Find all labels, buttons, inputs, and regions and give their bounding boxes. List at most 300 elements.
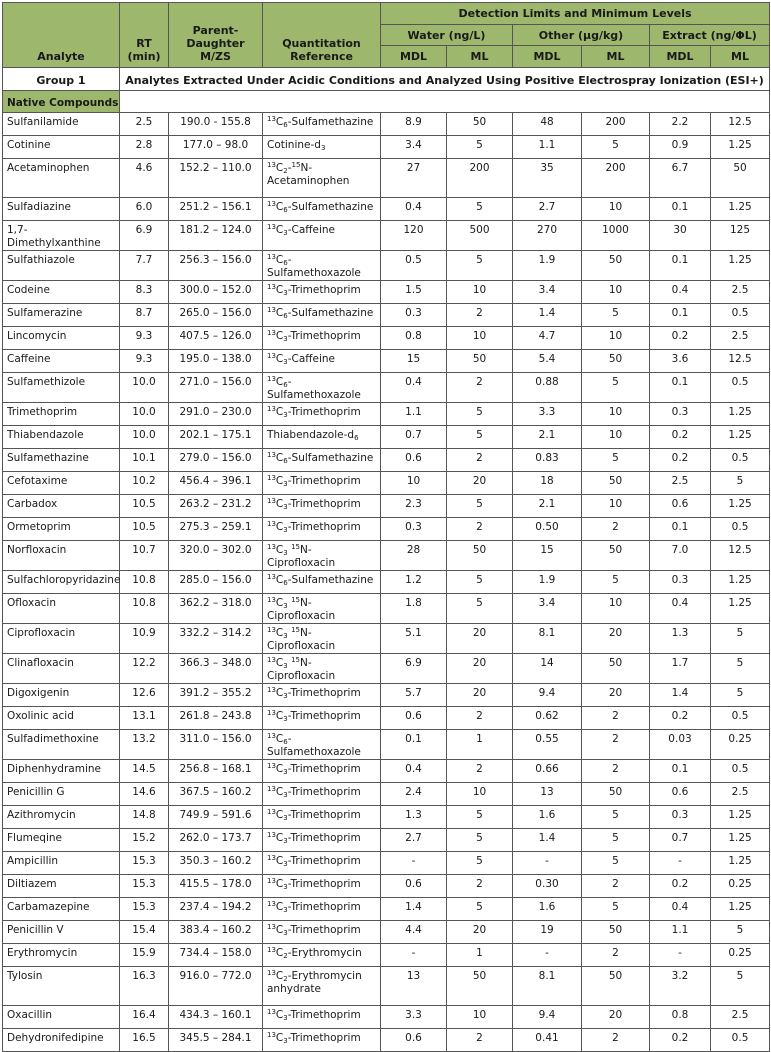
extract-mdl-cell: 0.2 (650, 449, 711, 472)
extract-mdl-cell: 0.2 (650, 327, 711, 350)
analyte-cell: Tylosin (3, 967, 120, 1006)
water-mdl-cell: 0.4 (381, 760, 447, 783)
water-mdl-cell: 1.1 (381, 403, 447, 426)
quant-reference-cell: $^{13}C_6$-Sulfamethazine (263, 113, 381, 136)
quant-reference-cell: $^{13}C_6$-Sulfamethoxazole (263, 251, 381, 281)
other-mdl-cell: 0.83 (513, 449, 582, 472)
table-row (3, 898, 770, 921)
extract-mdl-cell: 0.6 (650, 495, 711, 518)
other-mdl-cell: 8.1 (513, 624, 582, 654)
extract-ml-cell: 1.25 (711, 852, 770, 875)
other-ml-cell: 2 (582, 518, 650, 541)
rt-cell: 15.3 (120, 852, 169, 875)
water-mdl-cell: 0.6 (381, 875, 447, 898)
water-ml-cell: 2 (447, 373, 513, 403)
header-extract-mdl: MDL (650, 46, 711, 68)
analyte-cell: Cefotaxime (3, 472, 120, 495)
rt-cell: 13.2 (120, 730, 169, 760)
parent-daughter-cell: 256.8 – 168.1 (169, 760, 263, 783)
rt-cell: 10.2 (120, 472, 169, 495)
other-ml-cell: 10 (582, 495, 650, 518)
other-ml-cell: 5 (582, 136, 650, 159)
other-ml-cell: 5 (582, 449, 650, 472)
analyte-cell: Flumeqine (3, 829, 120, 852)
analyte-cell: 1,7-Dimethylxanthine (3, 221, 120, 251)
extract-mdl-cell: 0.6 (650, 783, 711, 806)
quant-reference-cell: $^{13}C_2$-Erythromycin (263, 944, 381, 967)
extract-ml-cell: 1.25 (711, 495, 770, 518)
table-row (3, 624, 770, 654)
water-ml-cell: 5 (447, 198, 513, 221)
rt-cell: 10.5 (120, 518, 169, 541)
parent-daughter-cell: 320.0 – 302.0 (169, 541, 263, 571)
extract-mdl-cell: 0.2 (650, 875, 711, 898)
other-ml-cell: 10 (582, 327, 650, 350)
water-ml-cell: 10 (447, 327, 513, 350)
water-ml-cell: 50 (447, 541, 513, 571)
extract-ml-cell: 1.25 (711, 806, 770, 829)
other-ml-cell: 50 (582, 350, 650, 373)
analyte-cell: Codeine (3, 281, 120, 304)
water-mdl-cell: 15 (381, 350, 447, 373)
quant-reference-cell: Cotinine-$d_3$ (263, 136, 381, 159)
table-row (3, 921, 770, 944)
quant-reference-cell: $^{13}C_3$-Trimethoprim (263, 403, 381, 426)
extract-mdl-cell: 0.1 (650, 518, 711, 541)
other-ml-cell: 50 (582, 967, 650, 1006)
water-ml-cell: 20 (447, 472, 513, 495)
extract-ml-cell: 1.25 (711, 403, 770, 426)
extract-mdl-cell: 0.4 (650, 281, 711, 304)
other-ml-cell: 2 (582, 944, 650, 967)
extract-mdl-cell: 1.1 (650, 921, 711, 944)
water-mdl-cell: 0.6 (381, 449, 447, 472)
water-ml-cell: 10 (447, 281, 513, 304)
other-mdl-cell: 3.4 (513, 594, 582, 624)
extract-ml-cell: 5 (711, 624, 770, 654)
parent-daughter-cell: 256.3 – 156.0 (169, 251, 263, 281)
table-row (3, 852, 770, 875)
rt-cell: 12.6 (120, 684, 169, 707)
other-mdl-cell: 14 (513, 654, 582, 684)
extract-mdl-cell: - (650, 852, 711, 875)
parent-daughter-cell: 261.8 – 243.8 (169, 707, 263, 730)
water-ml-cell: 2 (447, 760, 513, 783)
water-ml-cell: 200 (447, 159, 513, 198)
table-row (3, 875, 770, 898)
extract-ml-cell: 0.5 (711, 707, 770, 730)
other-mdl-cell: 19 (513, 921, 582, 944)
parent-daughter-cell: 300.0 – 152.0 (169, 281, 263, 304)
header-quantitation-reference: Quantitation Reference (263, 3, 381, 68)
table-row (3, 684, 770, 707)
analyte-cell: Sulfanilamide (3, 113, 120, 136)
rt-cell: 10.7 (120, 541, 169, 571)
analyte-cell: Penicillin G (3, 783, 120, 806)
quant-reference-cell: $^{13}C_6$-Sulfamethazine (263, 304, 381, 327)
water-mdl-cell: 6.9 (381, 654, 447, 684)
table-row (3, 304, 770, 327)
water-mdl-cell: 0.4 (381, 373, 447, 403)
water-mdl-cell: 3.4 (381, 136, 447, 159)
water-mdl-cell: 2.7 (381, 829, 447, 852)
rt-cell: 4.6 (120, 159, 169, 198)
other-mdl-cell: 9.4 (513, 1006, 582, 1029)
other-mdl-cell: 2.1 (513, 426, 582, 449)
parent-daughter-cell: 345.5 – 284.1 (169, 1029, 263, 1052)
table-row (3, 541, 770, 571)
analyte-cell: Sulfamethizole (3, 373, 120, 403)
other-ml-cell: 2 (582, 1029, 650, 1052)
extract-ml-cell: 5 (711, 472, 770, 495)
quant-reference-cell: $^{13}C_3$ $^{15}$N-Ciprofloxacin (263, 594, 381, 624)
quant-reference-cell: $^{13}C_3$-Trimethoprim (263, 1029, 381, 1052)
rt-cell: 8.7 (120, 304, 169, 327)
quant-reference-cell: Thiabendazole-$d_6$ (263, 426, 381, 449)
water-ml-cell: 20 (447, 684, 513, 707)
analyte-cell: Erythromycin (3, 944, 120, 967)
water-ml-cell: 1 (447, 730, 513, 760)
water-mdl-cell: 2.3 (381, 495, 447, 518)
extract-ml-cell: 12.5 (711, 350, 770, 373)
water-mdl-cell: 8.9 (381, 113, 447, 136)
extract-mdl-cell: 0.1 (650, 373, 711, 403)
header-other: Other (µg/kg) (513, 25, 650, 46)
analyte-cell: Ciprofloxacin (3, 624, 120, 654)
water-ml-cell: 2 (447, 1029, 513, 1052)
water-ml-cell: 50 (447, 350, 513, 373)
other-mdl-cell: 0.41 (513, 1029, 582, 1052)
parent-daughter-cell: 456.4 – 396.1 (169, 472, 263, 495)
other-mdl-cell: 1.9 (513, 571, 582, 594)
analyte-cell: Carbadox (3, 495, 120, 518)
water-ml-cell: 2 (447, 518, 513, 541)
parent-daughter-cell: 279.0 – 156.0 (169, 449, 263, 472)
extract-mdl-cell: 2.5 (650, 472, 711, 495)
extract-ml-cell: 5 (711, 921, 770, 944)
other-ml-cell: 50 (582, 921, 650, 944)
other-mdl-cell: 48 (513, 113, 582, 136)
rt-cell: 12.2 (120, 654, 169, 684)
water-mdl-cell: 0.8 (381, 327, 447, 350)
rt-cell: 10.0 (120, 403, 169, 426)
extract-mdl-cell: 0.1 (650, 760, 711, 783)
header-other-mdl: MDL (513, 46, 582, 68)
other-mdl-cell: 1.9 (513, 251, 582, 281)
rt-cell: 15.2 (120, 829, 169, 852)
parent-daughter-cell: 181.2 – 124.0 (169, 221, 263, 251)
parent-daughter-cell: 391.2 – 355.2 (169, 684, 263, 707)
quant-reference-cell: $^{13}C_6$-Sulfamethazine (263, 449, 381, 472)
extract-ml-cell: 12.5 (711, 113, 770, 136)
extract-mdl-cell: 1.7 (650, 654, 711, 684)
table-row (3, 806, 770, 829)
extract-ml-cell: 0.25 (711, 730, 770, 760)
water-mdl-cell: 0.1 (381, 730, 447, 760)
quant-reference-cell: $^{13}C_3$-Caffeine (263, 350, 381, 373)
group-description: Analytes Extracted Under Acidic Conditions and Analyzed Using Positive Electrospray Ionization (ESI+) (120, 68, 770, 91)
rt-cell: 8.3 (120, 281, 169, 304)
parent-daughter-cell: 265.0 – 156.0 (169, 304, 263, 327)
analyte-cell: Penicillin V (3, 921, 120, 944)
extract-mdl-cell: 0.03 (650, 730, 711, 760)
table-row (3, 327, 770, 350)
rt-cell: 2.5 (120, 113, 169, 136)
header-detection-limits: Detection Limits and Minimum Levels (381, 3, 770, 25)
table-row (3, 730, 770, 760)
other-mdl-cell: 1.4 (513, 304, 582, 327)
table-row (3, 198, 770, 221)
water-mdl-cell: 28 (381, 541, 447, 571)
quant-reference-cell: $^{13}C_3$ $^{15}$N-Ciprofloxacin (263, 541, 381, 571)
quant-reference-cell: $^{13}C_3$-Trimethoprim (263, 495, 381, 518)
other-ml-cell: 50 (582, 783, 650, 806)
rt-cell: 6.9 (120, 221, 169, 251)
water-ml-cell: 2 (447, 707, 513, 730)
extract-mdl-cell: 0.7 (650, 829, 711, 852)
extract-ml-cell: 0.5 (711, 304, 770, 327)
quant-reference-cell: $^{13}C_3$-Trimethoprim (263, 806, 381, 829)
table-row (3, 136, 770, 159)
extract-ml-cell: 1.25 (711, 136, 770, 159)
detection-limits-table (2, 2, 770, 1052)
table-row (3, 967, 770, 1006)
analyte-cell: Sulfamethazine (3, 449, 120, 472)
parent-daughter-cell: 291.0 – 230.0 (169, 403, 263, 426)
quant-reference-cell: $^{13}C_6$-Sulfamethoxazole (263, 730, 381, 760)
analyte-cell: Ofloxacin (3, 594, 120, 624)
water-mdl-cell: 4.4 (381, 921, 447, 944)
analyte-cell: Sulfachloropyridazine (3, 571, 120, 594)
water-ml-cell: 2 (447, 875, 513, 898)
other-ml-cell: 5 (582, 304, 650, 327)
extract-mdl-cell: 3.2 (650, 967, 711, 1006)
analyte-cell: Carbamazepine (3, 898, 120, 921)
table-row (3, 783, 770, 806)
parent-daughter-cell: 366.3 – 348.0 (169, 654, 263, 684)
extract-ml-cell: 1.25 (711, 829, 770, 852)
analyte-cell: Oxolinic acid (3, 707, 120, 730)
quant-reference-cell: $^{13}C_3$-Trimethoprim (263, 921, 381, 944)
parent-daughter-cell: 237.4 – 194.2 (169, 898, 263, 921)
header-parent-daughter: Parent-Daughter M/ZS (169, 3, 263, 68)
water-ml-cell: 5 (447, 829, 513, 852)
other-mdl-cell: 3.3 (513, 403, 582, 426)
extract-ml-cell: 0.5 (711, 1029, 770, 1052)
other-mdl-cell: 5.4 (513, 350, 582, 373)
extract-ml-cell: 12.5 (711, 541, 770, 571)
other-ml-cell: 20 (582, 1006, 650, 1029)
extract-mdl-cell: 2.2 (650, 113, 711, 136)
other-mdl-cell: 1.6 (513, 898, 582, 921)
table-row (3, 221, 770, 251)
rt-cell: 9.3 (120, 350, 169, 373)
other-ml-cell: 200 (582, 159, 650, 198)
table-row (3, 281, 770, 304)
parent-daughter-cell: 190.0 - 155.8 (169, 113, 263, 136)
table-row (3, 518, 770, 541)
analyte-cell: Acetaminophen (3, 159, 120, 198)
water-mdl-cell: 3.3 (381, 1006, 447, 1029)
parent-daughter-cell: 350.3 – 160.2 (169, 852, 263, 875)
water-ml-cell: 50 (447, 967, 513, 1006)
parent-daughter-cell: 195.0 – 138.0 (169, 350, 263, 373)
water-ml-cell: 2 (447, 304, 513, 327)
analyte-cell: Sulfadiazine (3, 198, 120, 221)
other-ml-cell: 50 (582, 251, 650, 281)
table-row (3, 1029, 770, 1052)
water-ml-cell: 5 (447, 806, 513, 829)
parent-daughter-cell: 415.5 – 178.0 (169, 875, 263, 898)
quant-reference-cell: $^{13}C_3$-Trimethoprim (263, 684, 381, 707)
other-ml-cell: 20 (582, 684, 650, 707)
water-ml-cell: 10 (447, 783, 513, 806)
water-ml-cell: 5 (447, 594, 513, 624)
quant-reference-cell: $^{13}C_3$-Trimethoprim (263, 327, 381, 350)
section-label: Native Compounds (3, 91, 120, 113)
water-mdl-cell: 1.3 (381, 806, 447, 829)
other-ml-cell: 5 (582, 852, 650, 875)
rt-cell: 10.0 (120, 426, 169, 449)
water-mdl-cell: 0.3 (381, 304, 447, 327)
other-ml-cell: 5 (582, 806, 650, 829)
extract-mdl-cell: 0.1 (650, 251, 711, 281)
extract-ml-cell: 2.5 (711, 327, 770, 350)
other-ml-cell: 2 (582, 875, 650, 898)
extract-ml-cell: 125 (711, 221, 770, 251)
quant-reference-cell: $^{13}C_3$-Trimethoprim (263, 1006, 381, 1029)
extract-ml-cell: 2.5 (711, 281, 770, 304)
water-ml-cell: 5 (447, 571, 513, 594)
water-mdl-cell: 0.7 (381, 426, 447, 449)
other-ml-cell: 50 (582, 654, 650, 684)
water-ml-cell: 5 (447, 852, 513, 875)
other-mdl-cell: 1.1 (513, 136, 582, 159)
water-ml-cell: 20 (447, 624, 513, 654)
other-mdl-cell: 3.4 (513, 281, 582, 304)
extract-ml-cell: 1.25 (711, 426, 770, 449)
analyte-cell: Sulfadimethoxine (3, 730, 120, 760)
extract-mdl-cell: 0.2 (650, 1029, 711, 1052)
quant-reference-cell: $^{13}C_3$-Caffeine (263, 221, 381, 251)
parent-daughter-cell: 332.2 – 314.2 (169, 624, 263, 654)
table-row (3, 495, 770, 518)
header-rt: RT (min) (120, 3, 169, 68)
other-ml-cell: 50 (582, 541, 650, 571)
other-mdl-cell: 270 (513, 221, 582, 251)
water-mdl-cell: 13 (381, 967, 447, 1006)
analyte-cell: Norfloxacin (3, 541, 120, 571)
other-mdl-cell: 9.4 (513, 684, 582, 707)
water-ml-cell: 5 (447, 495, 513, 518)
parent-daughter-cell: 275.3 – 259.1 (169, 518, 263, 541)
extract-ml-cell: 2.5 (711, 783, 770, 806)
header-water-ml: ML (447, 46, 513, 68)
water-mdl-cell: 2.4 (381, 783, 447, 806)
rt-cell: 14.8 (120, 806, 169, 829)
other-mdl-cell: 1.6 (513, 806, 582, 829)
analyte-cell: Lincomycin (3, 327, 120, 350)
extract-mdl-cell: 0.3 (650, 806, 711, 829)
extract-mdl-cell: 3.6 (650, 350, 711, 373)
parent-daughter-cell: 434.3 – 160.1 (169, 1006, 263, 1029)
water-mdl-cell: 1.8 (381, 594, 447, 624)
extract-mdl-cell: - (650, 944, 711, 967)
water-ml-cell: 10 (447, 1006, 513, 1029)
other-ml-cell: 1000 (582, 221, 650, 251)
water-ml-cell: 20 (447, 654, 513, 684)
parent-daughter-cell: 749.9 – 591.6 (169, 806, 263, 829)
other-mdl-cell: - (513, 852, 582, 875)
parent-daughter-cell: 202.1 – 175.1 (169, 426, 263, 449)
parent-daughter-cell: 271.0 – 156.0 (169, 373, 263, 403)
water-ml-cell: 50 (447, 113, 513, 136)
table-row (3, 251, 770, 281)
extract-mdl-cell: 0.3 (650, 403, 711, 426)
extract-mdl-cell: 1.3 (650, 624, 711, 654)
other-mdl-cell: 4.7 (513, 327, 582, 350)
quant-reference-cell: $^{13}C_3$-Trimethoprim (263, 898, 381, 921)
water-mdl-cell: 27 (381, 159, 447, 198)
table-row (3, 594, 770, 624)
rt-cell: 10.1 (120, 449, 169, 472)
extract-ml-cell: 0.5 (711, 760, 770, 783)
rt-cell: 10.0 (120, 373, 169, 403)
other-mdl-cell: 0.88 (513, 373, 582, 403)
extract-mdl-cell: 0.2 (650, 707, 711, 730)
parent-daughter-cell: 383.4 – 160.2 (169, 921, 263, 944)
parent-daughter-cell: 734.4 – 158.0 (169, 944, 263, 967)
other-mdl-cell: 2.7 (513, 198, 582, 221)
analyte-cell: Digoxigenin (3, 684, 120, 707)
extract-mdl-cell: 30 (650, 221, 711, 251)
extract-ml-cell: 1.25 (711, 571, 770, 594)
quant-reference-cell: $^{13}C_2$-Erythromycin anhydrate (263, 967, 381, 1006)
rt-cell: 14.5 (120, 760, 169, 783)
rt-cell: 10.9 (120, 624, 169, 654)
rt-cell: 16.3 (120, 967, 169, 1006)
extract-ml-cell: 0.5 (711, 373, 770, 403)
quant-reference-cell: $^{13}C_3$-Trimethoprim (263, 281, 381, 304)
extract-ml-cell: 0.5 (711, 518, 770, 541)
other-ml-cell: 20 (582, 624, 650, 654)
header-other-ml: ML (582, 46, 650, 68)
quant-reference-cell: $^{13}C_6$-Sulfamethoxazole (263, 373, 381, 403)
other-mdl-cell: 13 (513, 783, 582, 806)
other-ml-cell: 10 (582, 281, 650, 304)
extract-ml-cell: 0.5 (711, 449, 770, 472)
extract-ml-cell: 5 (711, 967, 770, 1006)
parent-daughter-cell: 311.0 – 156.0 (169, 730, 263, 760)
analyte-cell: Dehydronifedipine (3, 1029, 120, 1052)
extract-mdl-cell: 1.4 (650, 684, 711, 707)
water-ml-cell: 2 (447, 449, 513, 472)
water-mdl-cell: 120 (381, 221, 447, 251)
other-ml-cell: 2 (582, 730, 650, 760)
extract-ml-cell: 0.25 (711, 944, 770, 967)
water-ml-cell: 5 (447, 136, 513, 159)
other-ml-cell: 5 (582, 571, 650, 594)
rt-cell: 7.7 (120, 251, 169, 281)
section-label-fill (120, 91, 770, 113)
other-mdl-cell: 1.4 (513, 829, 582, 852)
water-mdl-cell: 0.6 (381, 1029, 447, 1052)
extract-ml-cell: 5 (711, 654, 770, 684)
analyte-cell: Ormetoprim (3, 518, 120, 541)
analyte-cell: Diltiazem (3, 875, 120, 898)
parent-daughter-cell: 263.2 – 231.2 (169, 495, 263, 518)
table-row (3, 373, 770, 403)
